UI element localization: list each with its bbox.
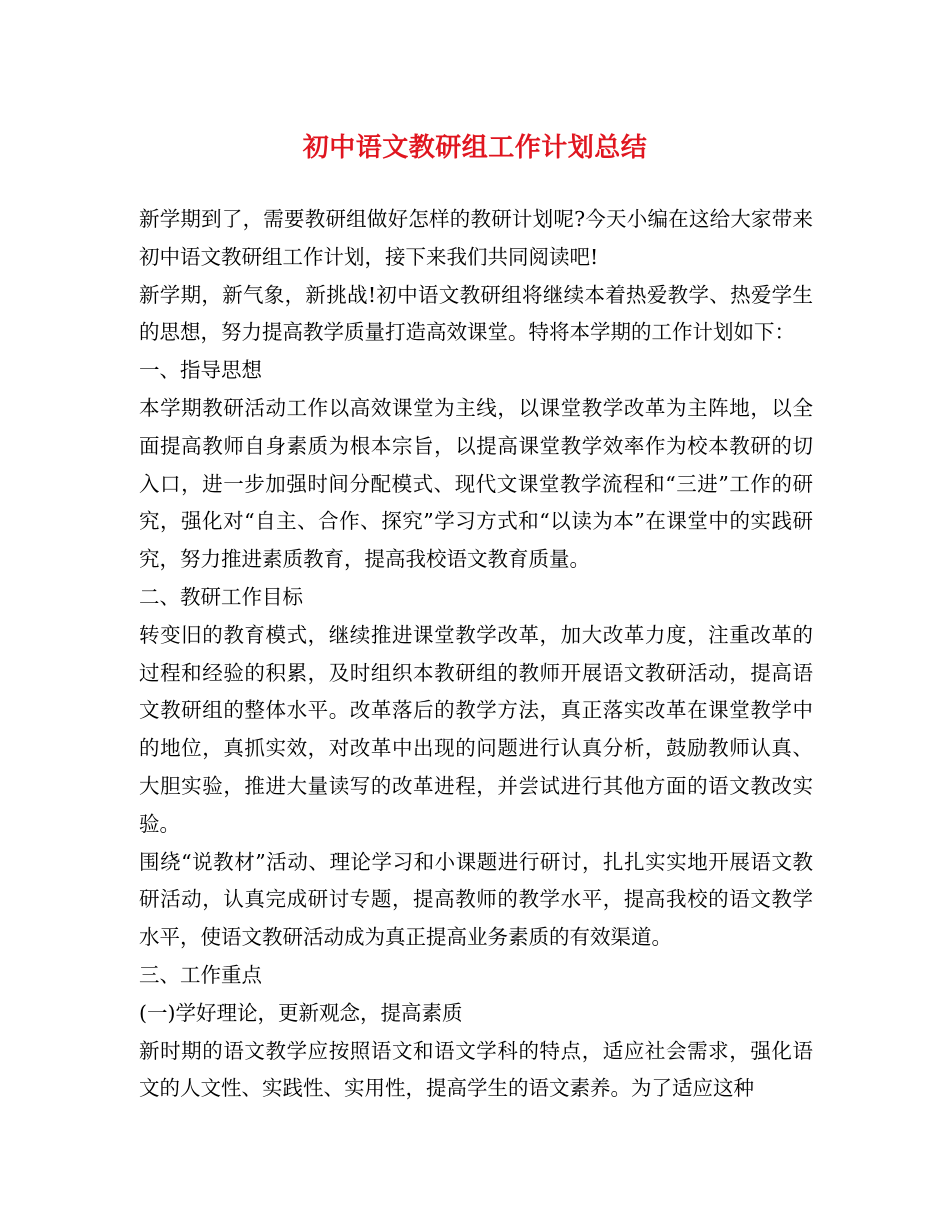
document-title: 初中语文教研组工作计划总结 xyxy=(302,133,648,163)
subsection-heading-theory: (一)学好理论，更新观念，提高素质 xyxy=(139,1000,463,1025)
paragraph-preface: 新学期，新气象，新挑战!初中语文教研组将继续本着热爱教学、热爱学生的思想，努力提高教学质量打造高效课堂。特将本学期的工作计划如下： xyxy=(139,282,813,345)
paragraph-intro: 新学期到了，需要教研组做好怎样的教研计划呢?今天小编在这给大家带来初中语文教研组工作计划，接下来我们共同阅读吧! xyxy=(139,207,813,269)
paragraph-goals-1: 转变旧的教育模式，继续推进课堂教学改革，加大改革力度，注重改革的过程和经验的积累，及时组织本教研组的教师开展语文教研活动，提高语文教研组的整体水平。改革落后的教学方法，真正落实改革在课堂教学中的地位，真抓实效，对改革中出现的问题进行认真分析，鼓励教师认真、大胆实验，推进大量读写的改革进程，并尝试进行其他方面的语文教改实验。 xyxy=(139,622,813,836)
section-heading-goals: 二、教研工作目标 xyxy=(139,584,303,609)
paragraph-guiding-thought: 本学期教研活动工作以高效课堂为主线，以课堂教学改革为主阵地，以全面提高教师自身素质为根本宗旨，以提高课堂教学效率作为校本教研的切入口，进一步加强时间分配模式、现代文课堂教学流程和“三进”工作的研究，强化对“自主、合作、探究”学习方式和“以读为本”在课堂中的实践研究，努力推进素质教育，提高我校语文教育质量。 xyxy=(139,395,813,572)
document-body xyxy=(139,201,813,1108)
paragraph-goals-2: 围绕“说教材”活动、理论学习和小课题进行研讨，扎扎实实地开展语文教研活动，认真完成研讨专题，提高教师的教学水平，提高我校的语文教学水平，使语文教研活动成为真正提高业务素质的有效渠道。 xyxy=(139,849,813,950)
paragraph-theory: 新时期的语文教学应按照语文和语文学科的特点，适应社会需求，强化语文的人文性、实践性、实用性，提高学生的语文素养。为了适应这种 xyxy=(139,1038,813,1101)
section-heading-guiding-thought: 一、指导思想 xyxy=(139,358,262,383)
section-heading-key-work: 三、工作重点 xyxy=(139,962,262,987)
